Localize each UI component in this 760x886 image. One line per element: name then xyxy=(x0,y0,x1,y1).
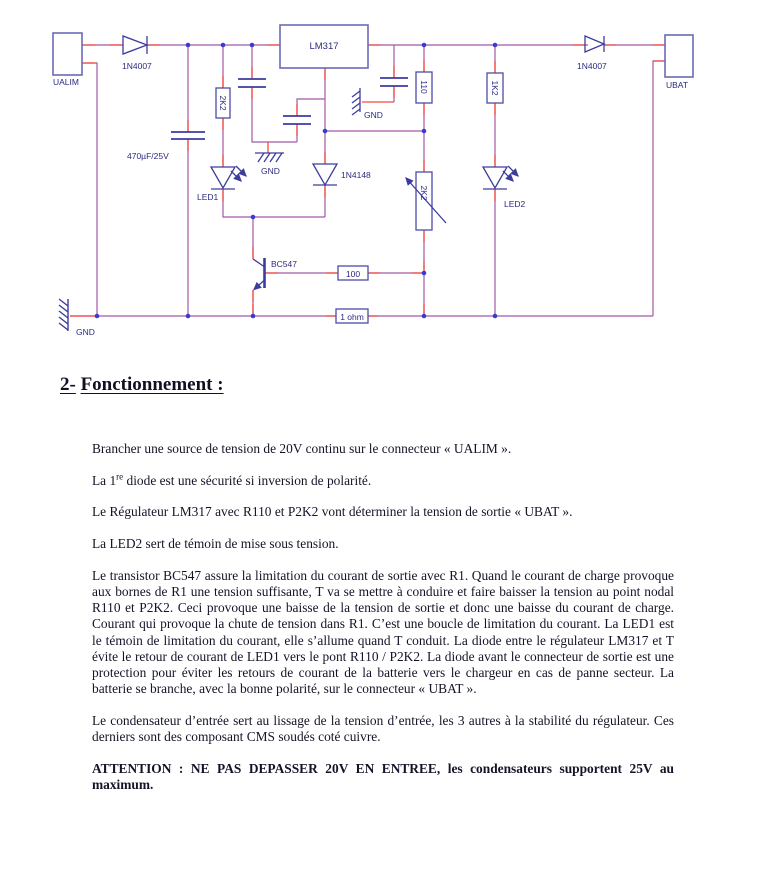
paragraph-led2: La LED2 sert de témoin de mise sous tension. xyxy=(92,536,339,552)
diode-d3-1n4148 xyxy=(313,164,337,185)
pot-label: 2K2 xyxy=(419,185,429,201)
r100-label: 100 xyxy=(345,269,361,279)
diode-d2-1n4007 xyxy=(585,36,604,52)
led1 xyxy=(211,166,246,189)
led2-label: LED2 xyxy=(504,199,526,209)
led1-label: LED1 xyxy=(197,192,219,202)
connector-ualim xyxy=(53,33,82,75)
capacitor-c2 xyxy=(283,116,311,124)
r1k2-label: 1K2 xyxy=(490,80,500,96)
gnd-middle-label: GND xyxy=(261,166,280,176)
paragraph-transistor: Le transistor BC547 assure la limitation du courant de sortie avec R1. Quand le courant de charge provoque aux bornes de R1 une tension suffisante, T va se mettre à conduire et faire baisser la tension au point nodal R110 et P2K2. Ceci provoque une baisse de la tension de sortie et donc une baisse du courant de charge. Courant qui provoque la chute de tension dans R1. C’est une boucle de limitation du courant. La LED1 est le témoin de limitation du courant, elle s’allume quand T conduit. La diode entre le régulateur LM317 et T évite le retour de courant de LED1 vers le pont R110 / P2K2. La diode avant le connecteur de sortie est une protection pour éviter les retours de courant de la batterie vers le chargeur en cas de panne secteur. La batterie se branche, avec la bonne polarité, sur le connecteur « UBAT ». xyxy=(92,567,674,697)
gnd-right-label: GND xyxy=(364,110,383,120)
section-title: Fonctionnement : xyxy=(80,374,224,395)
r110-label: 110 xyxy=(419,80,429,94)
junction-dots xyxy=(95,43,498,319)
d2-label: 1N4007 xyxy=(577,61,607,71)
gnd-symbol-right xyxy=(352,88,360,115)
section-heading xyxy=(60,374,224,396)
capacitor-input-470uf xyxy=(171,132,205,139)
d1-label: 1N4007 xyxy=(122,61,152,71)
lm317-label: LM317 xyxy=(309,41,339,52)
transistor-bc547 xyxy=(253,258,265,290)
capacitor-c3 xyxy=(380,78,408,86)
paragraph-diode: La 1re diode est une sécurité si inversion de polarité. xyxy=(92,471,372,488)
ubat-label: UBAT xyxy=(666,80,689,90)
gnd-symbol-middle xyxy=(255,153,284,162)
gnd-symbol-left xyxy=(59,299,68,331)
potentiometer-p2k2 xyxy=(406,172,446,230)
d3-label: 1N4148 xyxy=(341,170,371,180)
body-text xyxy=(92,441,674,809)
circuit-schematic xyxy=(0,0,760,362)
paragraph-ualim: Brancher une source de tension de 20V continu sur le connecteur « UALIM ». xyxy=(92,441,512,456)
connector-ubat xyxy=(665,35,693,77)
input-cap-label: 470µF/25V xyxy=(127,151,169,161)
paragraph-attention: ATTENTION : NE PAS DEPASSER 20V EN ENTREE, les condensateurs supportent 25V au maximum. xyxy=(92,760,674,793)
ualim-label: UALIM xyxy=(53,77,79,87)
r1ohm-label: 1 ohm xyxy=(340,312,364,322)
paragraph-regulateur: Le Régulateur LM317 avec R110 et P2K2 vont déterminer la tension de sortie « UBAT ». xyxy=(92,504,573,520)
ordinal-superscript: re xyxy=(116,471,124,482)
capacitor-c1 xyxy=(238,79,266,87)
section-number: 2- xyxy=(60,374,76,395)
r2k2-label: 2K2 xyxy=(218,95,228,111)
led2 xyxy=(483,166,518,189)
diode-d1-1n4007 xyxy=(123,36,147,54)
gnd-left-label: GND xyxy=(76,327,95,337)
q1-label: BC547 xyxy=(271,259,297,269)
paragraph-condensateur: Le condensateur d’entrée sert au lissage de la tension d’entrée, les 3 autres à la stabilité du régulateur. Ces derniers sont des composant CMS soudés coté cuivre. xyxy=(92,712,674,745)
